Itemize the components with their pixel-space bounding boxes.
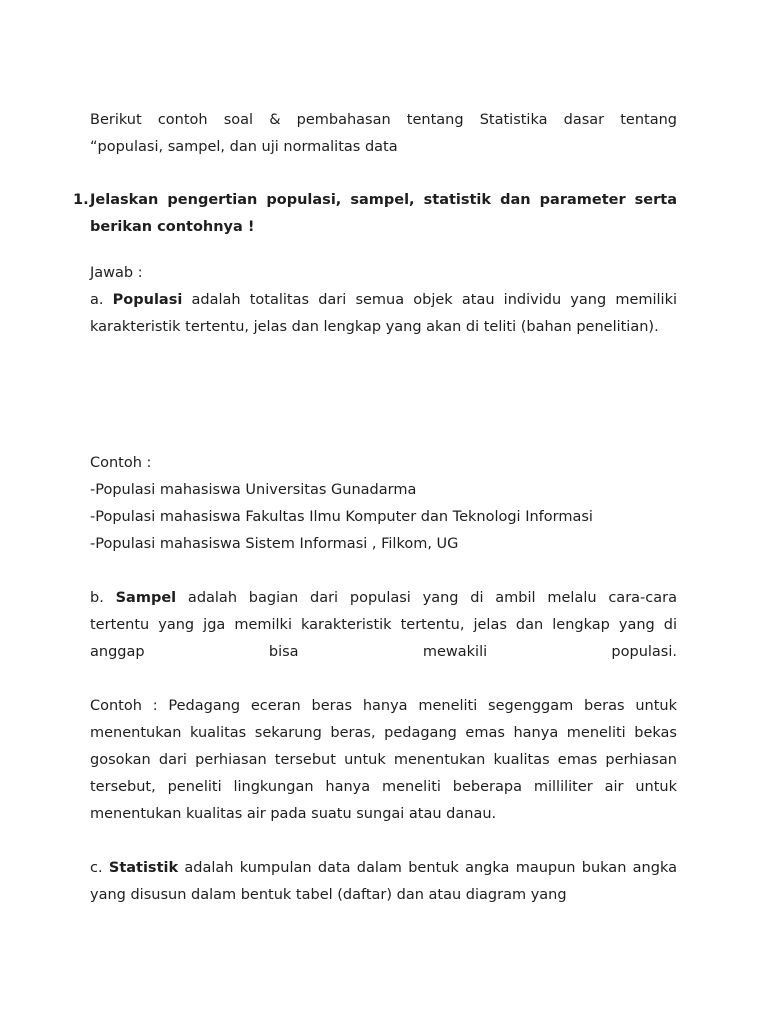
answer-label-text: Jawab : [90,265,143,281]
question-text: Jelaskan pengertian populasi, sampel, statistik dan parameter serta berikan contohnya ! [90,192,677,235]
populasi-definition: adalah totalitas dari semua objek atau individu yang memiliki karakteristik tertentu, jelas dan lengkap yang akan di teliti (bahan penelitian). [90,292,677,335]
populasi-term: Populasi [112,292,183,308]
contoh-populasi-item-3: -Populasi mahasiswa Sistem Informasi , Filkom, UG [90,536,459,552]
answer-label [90,260,677,287]
contoh-populasi-item-2: -Populasi mahasiswa Fakultas Ilmu Komputer dan Teknologi Informasi [90,509,593,525]
populasi-prefix: a. [90,292,113,308]
statistik-term: Statistik [108,860,179,876]
statistik-paragraph [90,855,677,909]
intro-line-1: Berikut contoh soal & pembahasan tentang Statistika dasar tentang [90,112,677,128]
sampel-line-3: anggap bisa mewakili populasi. [90,644,677,660]
intro-line-2: “populasi, sampel, dan uji normalitas data [90,139,398,155]
sampel-term: Sampel [115,590,177,606]
sampel-line-2: tertentu yang jga memilki karakteristik tertentu, jelas dan lengkap yang di [90,617,677,633]
statistik-prefix: c. [90,860,109,876]
intro-paragraph [90,107,677,161]
sampel-line-1-rest: adalah bagian dari populasi yang di ambil melalu cara-cara [176,590,677,606]
contoh-populasi-item-1: -Populasi mahasiswa Universitas Gunadarma [90,482,417,498]
sampel-paragraph [90,585,677,666]
sampel-line-1 [90,585,677,612]
question-1 [73,187,677,241]
question-number: 1. [73,192,89,208]
statistik-definition: adalah kumpulan data dalam bentuk angka maupun bukan angka yang disusun dalam bentuk tabel (daftar) dan atau diagram yang [90,860,677,903]
sampel-prefix: b. [90,590,116,606]
contoh-populasi [90,450,677,558]
contoh-populasi-label: Contoh : [90,455,152,471]
contoh-sampel-paragraph: Contoh : Pedagang eceran beras hanya meneliti segenggam beras untuk menentukan kualitas sekarung beras, pedagang emas hanya meneliti bekas gosokan dari perhiasan tersebut untuk menentukan kualitas emas perhiasan tersebut, peneliti lingkungan hanya meneliti beberapa milliliter air untuk menentukan kualitas air pada suatu sungai atau danau. [90,698,677,822]
populasi-paragraph [90,287,677,341]
